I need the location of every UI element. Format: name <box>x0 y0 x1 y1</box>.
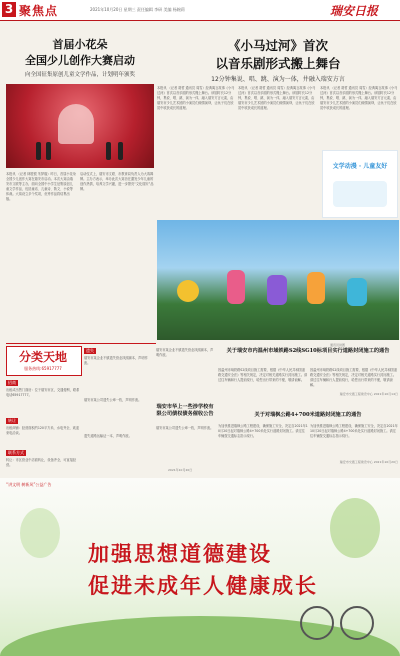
person-figure <box>118 142 123 160</box>
article1-body-col2: 启动仪式上，瑞安市文联、市教育局负责人为大赛揭牌。主办方表示，举办此次大赛旨在激发少年儿童的创作热情，培养文学兴趣，进一步擦亮“文化瑞安”品牌。 <box>80 172 154 191</box>
performer-figure <box>347 278 367 306</box>
stage-prop <box>177 280 199 302</box>
section-divider <box>6 343 156 344</box>
article2-body-col2: 本报讯 （记者 胡哲 通讯员 周雪）经典寓言故事《小马过河》首次以音乐剧的形式搬上舞台。该剧时长12分钟，集说、唱、跳、演为一体，融入瑞安方言元素，由瑞安市少儿艺术团的小演员们倾情演绎，让孩子们在欣赏中收获成长的道理。 <box>238 86 316 110</box>
event-badge-image <box>322 150 398 218</box>
bicycle-icon <box>340 606 374 640</box>
road-notice-1-body-col2: 因温州市域铁路S2线项目施工需要，根据《中华人民共和国道路交通安全法》等相关规定，决定对相关道路实行封闭施工。请过往车辆和行人提前绕行，给您出行带来的不便，敬请谅解。 <box>310 368 397 387</box>
category-tag: 联系方式 <box>8 450 24 455</box>
section-title: 聚焦点 <box>19 4 59 18</box>
performer-figure <box>307 272 325 304</box>
issue-meta: 2021年10月20日 星期三 责任编辑 李研 美编 杨婉莉 <box>90 7 185 12</box>
road-notice-2-title: 关于对瑞枫公路4+700米道路封闭施工的通告 <box>254 412 362 418</box>
ad-slogan-line2: 促进未成年人健康成长 <box>88 573 318 598</box>
ad-label: “讲文明 树新风”公益广告 <box>6 482 52 487</box>
classifieds-phone: 服务热线:65917777 <box>24 366 62 371</box>
photo-caption: 通讯员供图 <box>330 343 346 347</box>
badge-graphic <box>333 181 387 207</box>
article2-body-col1: 本报讯 （记者 胡哲 通讯员 周雪）经典寓言故事《小马过河》首次以音乐剧的形式搬上舞台。该剧时长12分钟，集说、唱、跳、演为一体，融入瑞安方言元素，由瑞安市少儿艺术团的小演员们倾情演绎，让孩子们在欣赏中收获成长的道理。 <box>157 86 235 110</box>
article1-title: 首届小花朵 <box>52 38 108 51</box>
notice-item: 瑞安市某公司遗失公章一枚，声明作废。 <box>84 398 142 402</box>
article2-subtitle: 12分钟集说、唱、跳、演为一体，井融入瑞安方言 <box>211 76 345 83</box>
person-figure <box>36 142 41 160</box>
debt-notice-body: 瑞安市某公司遗失公章一枚，声明作废。 <box>156 426 214 430</box>
article1-title-line2: 全国少儿创作大赛启动 <box>25 54 135 67</box>
classified-item: 出租或出售门面房：位于瑞安市区，交通便利，联系电话65917777。 <box>6 388 80 397</box>
category-tag: 遗失 <box>86 348 94 353</box>
article2-body-col3: 本报讯 （记者 胡哲 通讯员 周雪）经典寓言故事《小马过河》首次以音乐剧的形式搬上舞台。该剧时长12分钟，集说、唱、跳、演为一体，融入瑞安方言元素，由瑞安市少儿艺术团的小演员们倾情演绎，让孩子们在欣赏中收获成长的道理。 <box>320 86 398 110</box>
notice-item: 瑞安市某企业不慎遗失营业执照副本，声明作废。 <box>84 356 148 365</box>
person-figure <box>106 142 111 160</box>
article2-title-line2: 以音乐剧形式搬上舞台 <box>215 56 341 71</box>
classifieds-title: 分类天地 <box>18 350 67 364</box>
performer-figure <box>267 275 287 305</box>
notice-item: 遗失道路运输证一本，声明作废。 <box>84 434 132 438</box>
notice-item: 瑞安市某企业不慎遗失营业执照副本，声明作废。 <box>156 348 214 357</box>
article1-subtitle: 向全国征集原创儿童文学作品，计划明年颁奖 <box>24 72 135 78</box>
debt-notice-date: 2021年10月20日 <box>168 468 193 472</box>
road-notice-2-body-col2: 为加快推进瑞枫公路工程建设，确保施工安全，决定自2021年10月20日起对瑞枫公路4+700米处实行道路封闭施工。请过往车辆按交通标志指示绕行。 <box>310 424 398 438</box>
masthead-logo: 瑞安日报 <box>330 4 379 18</box>
bicycle-icon <box>300 606 334 640</box>
road-notice-1-body: 因温州市域铁路S2线项目施工需要，根据《中华人民共和国道路交通安全法》等相关规定，决定对相关道路实行封闭施工。请过往车辆和行人提前绕行，给您出行带来的不便，敬请谅解。 <box>218 368 308 382</box>
public-service-ad <box>0 478 400 656</box>
page-number: 3 <box>2 2 16 17</box>
event-badge-text: 文学动漫 · 儿童友好 <box>332 163 388 170</box>
article2-stage-photo <box>157 220 399 340</box>
road-notice-2-body: 为加快推进瑞枫公路工程建设，确保施工安全，决定自2021年10月20日起对瑞枫公路4+700米处实行道路封闭施工。请过往车辆按交通标志指示绕行。 <box>218 424 308 438</box>
tree-graphic <box>20 508 60 558</box>
article2-title: 《小马过河》首次 <box>227 38 328 53</box>
classified-item: 转让：市区营业中店面转让，设备齐全，可直接经营。 <box>6 458 77 467</box>
stage-screen <box>58 104 94 144</box>
article1-photo <box>6 84 154 168</box>
ad-slogan-line1: 加强思想道德建设 <box>88 541 272 566</box>
road-notice-2-sign: 瑞安市交通工程建设中心 2021年10月20日 <box>339 460 398 464</box>
road-notice-1-title: 关于瑞安市内温州市域铁路S2线SG10标项目实行道路封闭施工的通告 <box>226 348 390 354</box>
debt-notice-title: 瑞安市华上一些涉学校有限公司债权债务催收公告 <box>156 404 214 417</box>
category-tag: 转让 <box>8 418 16 423</box>
performer-figure <box>227 270 245 304</box>
classified-item: 出租商铺：经营面积约120平方米，水电齐全，欢迎来电洽谈。 <box>6 426 80 435</box>
category-tag: 招商 <box>8 380 16 385</box>
road-notice-1-sign: 瑞安市交通工程建设中心 2021年10月14日 <box>339 392 398 396</box>
tree-graphic <box>330 498 380 558</box>
person-figure <box>46 142 51 160</box>
article1-body-col1: 本报讯 （记者 林胜银 朱梦璇）昨日，首届小花朵全国少儿创作大赛在瑞安市启动。本次大赛由瑞安市文联等主办，面向全国中小学生征集原创儿童文学作品，包括童话、儿童诗、散文、小说等体裁。大赛设立多个奖项，优秀作品将结集出版。 <box>6 172 76 201</box>
